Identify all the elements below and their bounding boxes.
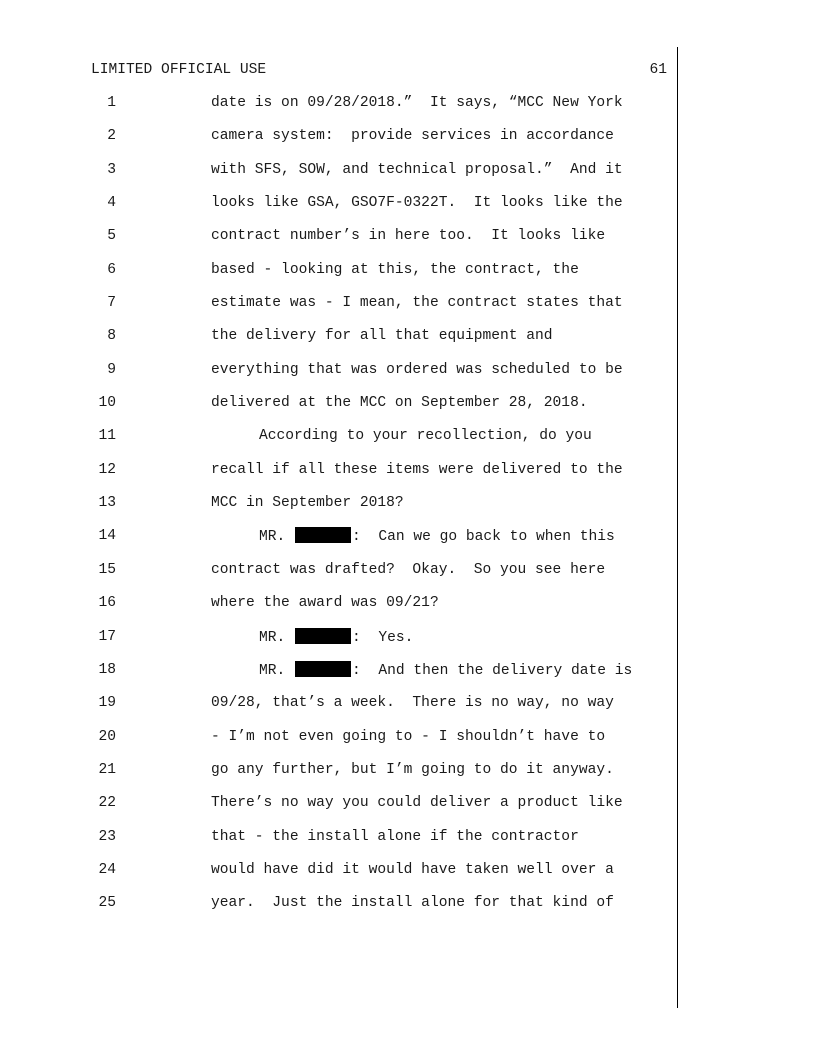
line-number: 25 xyxy=(98,895,116,912)
transcript-line xyxy=(0,594,816,627)
line-text: contract number’s in here too. It looks like xyxy=(211,228,606,245)
line-number: 7 xyxy=(107,295,116,312)
transcript-line xyxy=(0,194,816,227)
line-text: There’s no way you could deliver a product like xyxy=(211,795,623,812)
line-number: 15 xyxy=(98,561,116,578)
line-text: estimate was - I mean, the contract states that xyxy=(211,295,623,312)
transcript-line xyxy=(0,261,816,294)
transcript-body xyxy=(0,94,816,928)
line-text: based - looking at this, the contract, the xyxy=(211,261,579,278)
line-text: year. Just the install alone for that kind of xyxy=(211,895,614,912)
line-text: would have did it would have taken well over a xyxy=(211,861,614,878)
transcript-line xyxy=(0,394,816,427)
speaker-label: MR. xyxy=(259,662,286,679)
line-text: 09/28, that’s a week. There is no way, no way xyxy=(211,695,614,712)
transcript-line xyxy=(0,427,816,460)
line-text: : And then the delivery date is xyxy=(352,662,633,679)
line-number: 12 xyxy=(98,461,116,478)
line-number: 6 xyxy=(107,261,116,278)
line-number: 22 xyxy=(98,795,116,812)
line-number: 5 xyxy=(107,228,116,245)
line-text: recall if all these items were delivered to the xyxy=(211,461,623,478)
line-number: 21 xyxy=(98,761,116,778)
line-number: 4 xyxy=(107,195,116,212)
line-text: - I’m not even going to - I shouldn’t have to xyxy=(211,728,606,745)
transcript-line xyxy=(0,894,816,927)
line-text: delivered at the MCC on September 28, 2018. xyxy=(211,395,588,412)
line-text: that - the install alone if the contractor xyxy=(211,828,579,845)
speaker-line xyxy=(259,628,413,647)
transcript-line xyxy=(0,661,816,694)
line-number: 23 xyxy=(98,828,116,845)
line-text: go any further, but I’m going to do it anyway. xyxy=(211,761,614,778)
line-text: date is on 09/28/2018.” It says, “MCC New York xyxy=(211,95,623,111)
line-text: : Can we go back to when this xyxy=(352,529,615,546)
line-text: the delivery for all that equipment and xyxy=(211,328,553,345)
transcript-line xyxy=(0,94,816,127)
line-number: 8 xyxy=(107,328,116,345)
line-number: 19 xyxy=(98,695,116,712)
speaker-label: MR. xyxy=(259,629,286,646)
line-number: 3 xyxy=(107,161,116,178)
transcript-line xyxy=(0,294,816,327)
transcript-line xyxy=(0,628,816,661)
redaction-block xyxy=(295,628,351,644)
transcript-line xyxy=(0,161,816,194)
line-text: : Yes. xyxy=(352,629,414,646)
speaker-line xyxy=(259,661,632,680)
line-text: According to your recollection, do you xyxy=(259,428,592,445)
transcript-line xyxy=(0,127,816,160)
transcript-line xyxy=(0,327,816,360)
line-text: with SFS, SOW, and technical proposal.” And it xyxy=(211,161,623,178)
line-number: 14 xyxy=(98,528,116,545)
line-number: 9 xyxy=(107,361,116,378)
transcript-line xyxy=(0,861,816,894)
line-text: MCC in September 2018? xyxy=(211,495,404,512)
transcript-line xyxy=(0,227,816,260)
transcript-line xyxy=(0,828,816,861)
transcript-line xyxy=(0,694,816,727)
transcript-line xyxy=(0,461,816,494)
transcript-line xyxy=(0,561,816,594)
line-number: 1 xyxy=(107,95,116,111)
classification-header: LIMITED OFFICIAL USE xyxy=(91,62,267,78)
transcript-line xyxy=(0,728,816,761)
transcript-line xyxy=(0,761,816,794)
transcript-line xyxy=(0,494,816,527)
line-number: 16 xyxy=(98,595,116,612)
line-text: camera system: provide services in accordance xyxy=(211,128,614,145)
line-number: 11 xyxy=(98,428,116,445)
line-number: 2 xyxy=(107,128,116,145)
line-number: 18 xyxy=(98,661,116,678)
page-number: 61 xyxy=(649,62,667,78)
redaction-block xyxy=(295,661,351,677)
line-number: 10 xyxy=(98,395,116,412)
line-number: 20 xyxy=(98,728,116,745)
speaker-line xyxy=(259,527,615,546)
transcript-line xyxy=(0,527,816,560)
line-text: everything that was ordered was scheduled to be xyxy=(211,361,623,378)
transcript-line xyxy=(0,794,816,827)
line-text: looks like GSA, GSO7F-0322T. It looks like the xyxy=(211,195,623,212)
line-text: contract was drafted? Okay. So you see here xyxy=(211,561,606,578)
line-number: 13 xyxy=(98,495,116,512)
line-number: 17 xyxy=(98,628,116,645)
transcript-line xyxy=(0,361,816,394)
line-number: 24 xyxy=(98,861,116,878)
redaction-block xyxy=(295,527,351,543)
speaker-label: MR. xyxy=(259,529,286,546)
line-text: where the award was 09/21? xyxy=(211,595,439,612)
